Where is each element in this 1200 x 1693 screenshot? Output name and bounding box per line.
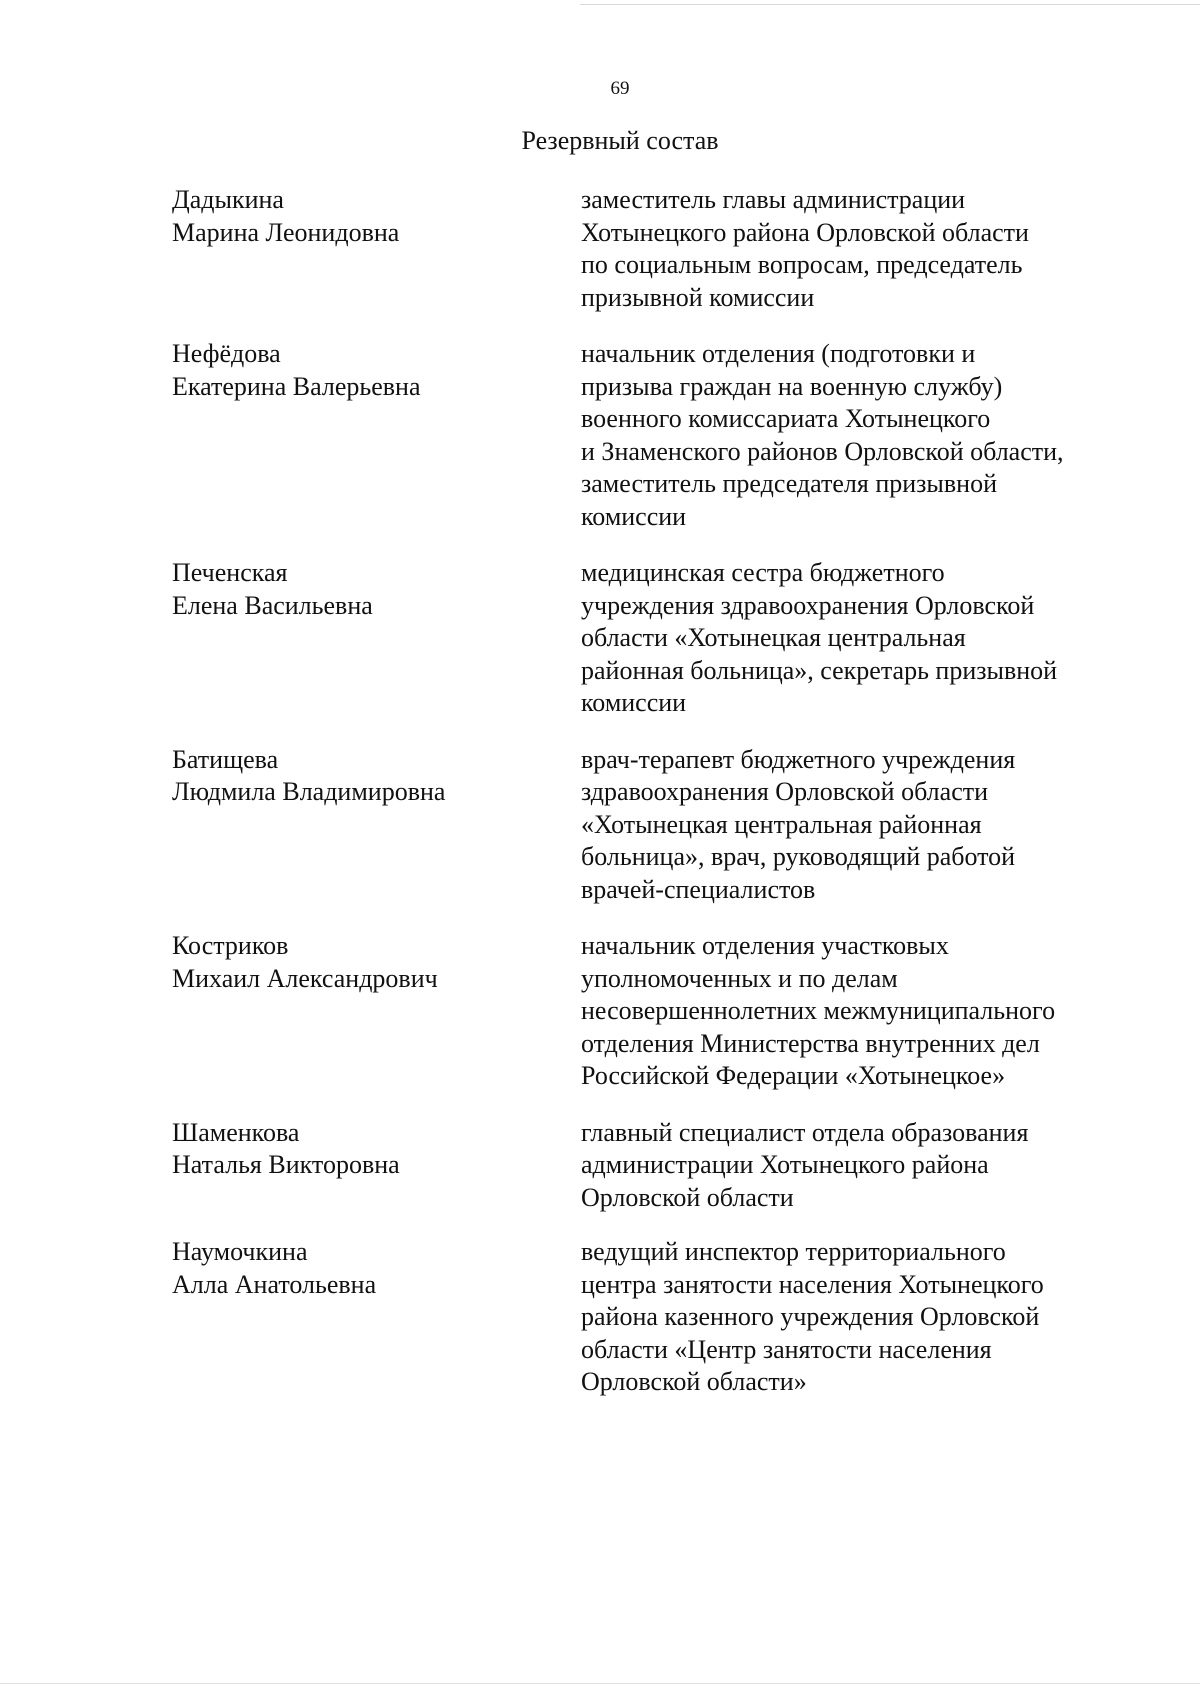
member-role-line: заместитель председателя призывной <box>581 469 997 498</box>
member-entry <box>172 744 1132 907</box>
member-role-line: заместитель главы администрации <box>581 185 966 214</box>
member-role <box>581 557 1132 720</box>
member-role <box>581 1236 1132 1399</box>
member-role-line: начальник отделения (подготовки и <box>581 339 976 368</box>
member-role-line: и Знаменского районов Орловской области, <box>581 436 1064 466</box>
member-role-line: области «Центр занятости населения <box>581 1334 992 1364</box>
member-role <box>581 744 1132 907</box>
member-role <box>581 930 1132 1093</box>
member-name <box>172 184 581 314</box>
member-role <box>581 338 1132 533</box>
member-role-line: районная больница», секретарь призывной <box>581 655 1058 685</box>
member-role-line: района казенного учреждения Орловской <box>581 1302 1040 1331</box>
member-role <box>581 1117 1132 1215</box>
member-role-line: Орловской области» <box>581 1367 807 1396</box>
member-entry <box>172 557 1132 720</box>
member-entry <box>172 1236 1132 1399</box>
member-role-line: врачей-специалистов <box>581 874 816 904</box>
member-role <box>581 184 1132 314</box>
bottom-scan-edge <box>0 1683 1200 1684</box>
member-entry <box>172 930 1132 1093</box>
member-given-names: Михаил Александрович <box>172 963 438 993</box>
member-given-names: Марина Леонидовна <box>172 217 400 247</box>
member-role-line: центра занятости населения Хотынецкого <box>581 1269 1044 1299</box>
member-role-line: уполномоченных и по делам <box>581 963 898 993</box>
member-surname: Шаменкова <box>172 1117 300 1147</box>
top-scan-edge <box>580 4 1200 5</box>
member-list <box>172 184 1132 1399</box>
member-name <box>172 744 581 907</box>
page-number: 69 <box>610 78 630 99</box>
member-surname: Дадыкина <box>172 185 284 214</box>
member-role-line: «Хотынецкая центральная районная <box>581 809 982 839</box>
member-role-line: по социальным вопросам, председатель <box>581 250 1023 279</box>
member-surname: Батищева <box>172 744 279 774</box>
member-role-line: Орловской области <box>581 1182 794 1212</box>
member-surname: Нефёдова <box>172 339 281 368</box>
member-name <box>172 930 581 1093</box>
member-role-line: области «Хотынецкая центральная <box>581 623 966 652</box>
section-heading: Резервный состав <box>521 126 719 155</box>
member-entry <box>172 1117 1132 1215</box>
member-role-line: военного комиссариата Хотынецкого <box>581 404 991 433</box>
member-given-names: Алла Анатольевна <box>172 1269 377 1299</box>
member-entry <box>172 184 1132 314</box>
member-name <box>172 1117 581 1215</box>
member-surname: Наумочкина <box>172 1237 308 1266</box>
member-role-line: Российской Федерации «Хотынецкое» <box>581 1061 1006 1090</box>
member-role-line: ведущий инспектор территориального <box>581 1237 1006 1266</box>
member-role-line: начальник отделения участковых <box>581 931 949 960</box>
member-given-names: Екатерина Валерьевна <box>172 371 421 401</box>
member-role-line: Хотынецкого района Орловской области <box>581 217 1029 247</box>
member-role-line: больница», врач, руководящий работой <box>581 842 1016 871</box>
member-role-line: здравоохранения Орловской области <box>581 777 989 806</box>
member-role-line: призывной комиссии <box>581 282 815 312</box>
member-role-line: главный специалист отдела образования <box>581 1117 1029 1147</box>
member-name <box>172 557 581 720</box>
member-role-line: призыва граждан на военную службу) <box>581 371 1003 401</box>
member-surname: Костриков <box>172 931 289 960</box>
member-role-line: медицинская сестра бюджетного <box>581 558 945 587</box>
member-role-line: отделения Министерства внутренних дел <box>581 1028 1040 1058</box>
member-given-names: Людмила Владимировна <box>172 777 446 806</box>
member-role-line: несовершеннолетних межмуниципального <box>581 996 1056 1025</box>
member-role-line: учреждения здравоохранения Орловской <box>581 590 1035 620</box>
member-role-line: администрации Хотынецкого района <box>581 1150 989 1179</box>
member-given-names: Наталья Викторовна <box>172 1150 400 1179</box>
member-name <box>172 338 581 533</box>
member-role-line: комиссии <box>581 501 687 531</box>
member-name <box>172 1236 581 1399</box>
member-role-line: комиссии <box>581 688 687 717</box>
member-role-line: врач-терапевт бюджетного учреждения <box>581 744 1016 774</box>
member-surname: Печенская <box>172 558 288 587</box>
member-given-names: Елена Васильевна <box>172 590 373 620</box>
member-entry <box>172 338 1132 533</box>
